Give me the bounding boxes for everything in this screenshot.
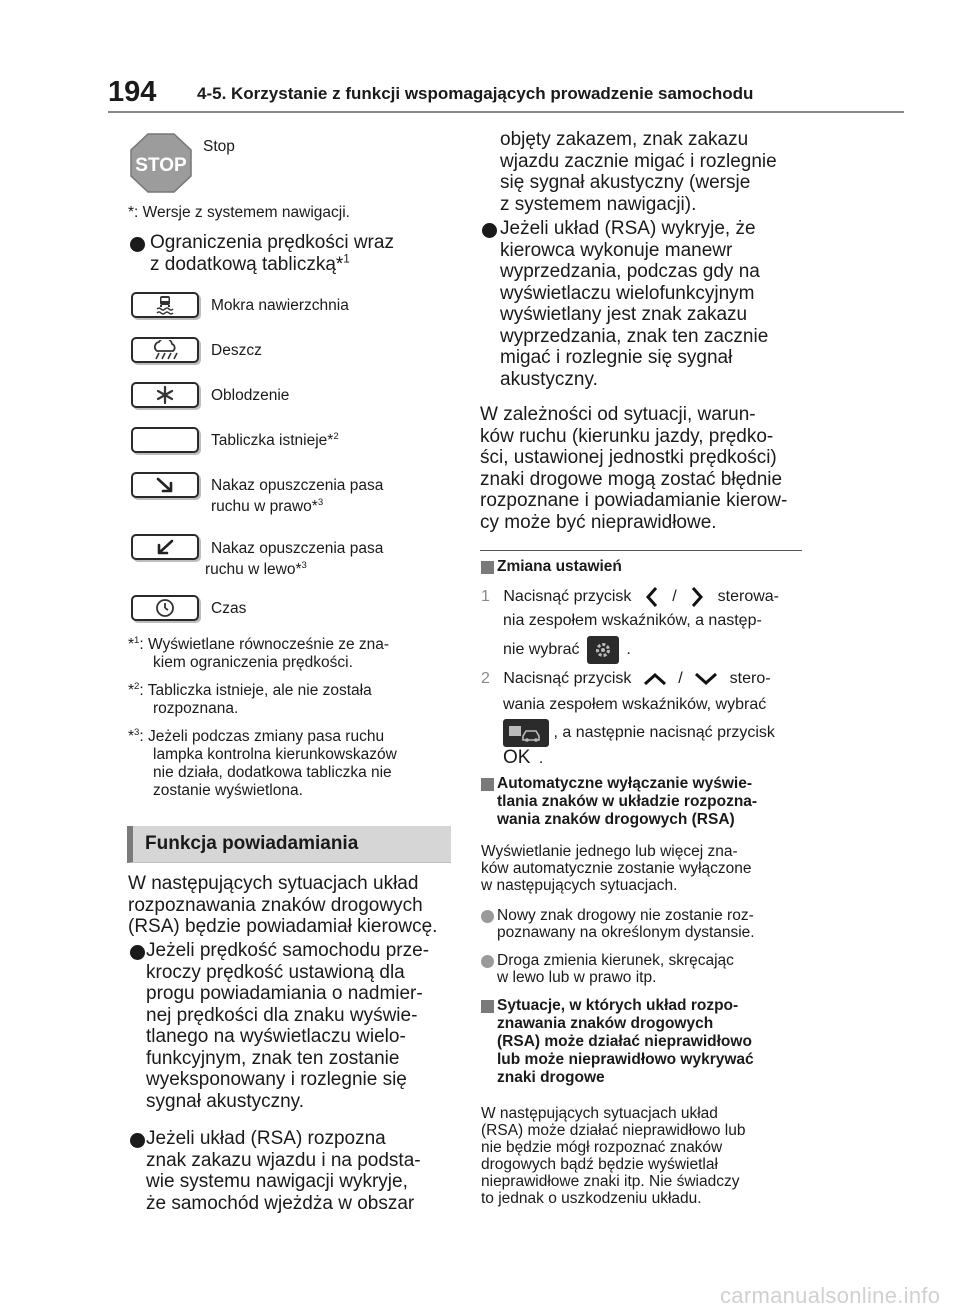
bullet	[130, 237, 145, 252]
ok-button-glyph: OK	[503, 747, 531, 768]
wet-road-plate	[131, 292, 199, 318]
no-entry-continued: objęty zakazem, znak zakazu wjazdu zacznie migać i rozlegnie się sygnał akustyczny (wersje z systemem nawigacji).	[500, 129, 777, 215]
chevron-right-icon	[687, 585, 707, 609]
panel-label-time: Czas	[211, 600, 247, 617]
panel-label-left-lane-1: Nakaz opuszczenia pasa	[211, 540, 384, 557]
footnote-2: *$^2$: Tabliczka istnieje, ale nie została rozpoznana.	[128, 680, 372, 717]
panel-label-right-lane-1: Nakaz opuszczenia pasa	[211, 477, 384, 494]
footnote-1: *$^1$: Wyświetlane równocześnie ze zna- kiem ograniczenia prędkości.	[128, 634, 390, 671]
panel-label-wet-road: Mokra nawierzchnia	[211, 297, 349, 314]
misdetection-heading: Sytuacje, w których układ rozpo- znawania znaków drogowych (RSA) może działać nieprawidłowo lub może nieprawidłowo wykrywać znaki drogowe	[497, 997, 754, 1086]
arrow-down-left-icon	[154, 538, 176, 556]
step-1: 1 Nacisnąć przycisk / sterowa-	[481, 585, 779, 609]
auto-off-text: Wyświetlanie jednego lub więcej zna- ków automatycznie zostanie wyłączone w następujących sytuacjach.	[481, 843, 752, 894]
header-rule	[108, 111, 904, 113]
step-2-line-3: , a następnie nacisnąć przycisk	[503, 719, 775, 747]
section-marker	[481, 561, 494, 574]
misdetection-text: W następujących sytuacjach układ (RSA) może działać nieprawidłowo lub nie będzie mógł rozpoznać znaków drogowych bądź będzie wyświetlał nieprawidłowe znaki itp. Nie świadczy to jednak o uszkodzeniu układu.	[481, 1105, 746, 1207]
divider	[480, 550, 802, 551]
bullet	[482, 223, 497, 238]
right-lane-plate	[131, 472, 199, 498]
arrow-down-right-icon	[154, 476, 176, 494]
section-title: Funkcja powiadamiania	[145, 833, 359, 854]
step-2-line-2: wania zespołem wskaźników, wybrać	[503, 696, 767, 713]
car-sign-icon	[503, 719, 549, 747]
wet-road-icon	[154, 295, 176, 315]
clock-icon	[155, 598, 175, 618]
auto-off-bullet-2: Droga zmienia kierunek, skręcając w lewo lub w prawo itp.	[497, 952, 734, 986]
stop-label: Stop	[203, 138, 235, 155]
stop-sign-text: STOP	[135, 155, 187, 176]
bullet-no-entry: Jeżeli układ (RSA) rozpozna znak zakazu wjazdu i na podsta- wie systemu nawigacji wykryje, że samochód wjeżdża w obszar	[146, 1128, 421, 1214]
bullet	[130, 1133, 145, 1148]
section-marker	[481, 778, 494, 791]
gear-icon	[587, 636, 619, 664]
step-2: 2 Nacisnąć przycisk / stero-	[481, 670, 771, 687]
snowflake-icon	[156, 386, 174, 404]
bullet	[481, 910, 494, 923]
misrecognition-paragraph: W zależności od sytuacji, warun- ków ruchu (kierunku jazdy, prędko- ści, ustawionej jednostki prędkości) znaki drogowe mogą zostać błędnie rozpoznane i powiadamianie kierow- cy może być nieprawidłowe.	[480, 404, 788, 533]
bullet	[481, 955, 494, 968]
panel-label-ice: Oblodzenie	[211, 387, 290, 404]
footnote-3: *$^3$: Jeżeli podczas zmiany pasa ruchu lampka kontrolna kierunkowskazów nie działa, dodatkowa tabliczka nie zostanie wyświetlona.	[128, 726, 397, 799]
time-plate	[131, 595, 199, 621]
page-number: 194	[108, 76, 157, 108]
page-title: 4-5. Korzystanie z funkcji wspomagających prowadzenie samochodu	[197, 84, 754, 103]
watermark: carmanualsonline.info	[720, 1283, 941, 1308]
section-marker	[481, 1000, 494, 1013]
stop-sign-icon	[130, 133, 192, 198]
step-1-line-3: nie wybrać .	[503, 636, 631, 664]
chevron-left-icon	[642, 585, 662, 609]
nav-note: *: Wersje z systemem nawigacji.	[128, 204, 350, 221]
settings-heading: Zmiana ustawień	[497, 558, 622, 575]
bullet-speed-exceeded: Jeżeli prędkość samochodu prze- kroczy prędkość ustawioną dla progu powiadamiania o nadmier- nej prędkości dla znaku wyświe- tlanego na wyświetlaczu wielo- funkcyjnym, znak ten zostanie wyeksponowany i rozlegnie się sygnał akustyczny.	[146, 940, 430, 1112]
rain-plate	[131, 337, 199, 363]
auto-off-heading: Automatyczne wyłączanie wyświe- tlania znaków w układzie rozpozna- wania znaków drogowych (RSA)	[497, 775, 758, 828]
blank-plate-icon	[131, 427, 199, 453]
speed-limits-heading-1: Ograniczenia prędkości wraz	[150, 232, 394, 253]
left-lane-plate	[131, 534, 199, 560]
panel-label-rain: Deszcz	[211, 342, 262, 359]
speed-limits-heading-2: z dodatkową tabliczką*$^1$	[150, 252, 350, 275]
step-1-line-2: nia zespołem wskaźników, a następ-	[503, 612, 762, 629]
panel-label-right-lane-2: ruchu w prawo*$^3$	[211, 496, 324, 515]
chevron-down-icon	[693, 670, 719, 688]
section-heading	[127, 826, 451, 863]
auto-off-bullet-1: Nowy znak drogowy nie zostanie roz- poznawany na określonym dystansie.	[497, 907, 755, 941]
ice-plate	[131, 382, 199, 408]
bullet-overtaking: Jeżeli układ (RSA) wykryje, że kierowca wykonuje manewr wyprzedzania, podczas gdy na wyświetlaczu wielofunkcyjnym wyświetlany jest znak zakazu wyprzedzania, znak ten zacznie migać i rozlegnie się sygnał akustyczny.	[500, 218, 769, 390]
panel-label-left-lane-2: ruchu w lewo*$^3$	[205, 559, 307, 578]
step-2-line-4: OK .	[503, 747, 544, 768]
panel-label-plate-exists: Tabliczka istnieje*$^2$	[211, 430, 339, 449]
intro-paragraph: W następujących sytuacjach układ rozpoznawania znaków drogowych (RSA) będzie powiadamiał kierowcę.	[128, 873, 438, 937]
bullet	[130, 945, 145, 960]
chevron-up-icon	[642, 670, 668, 688]
rain-icon	[150, 340, 180, 360]
